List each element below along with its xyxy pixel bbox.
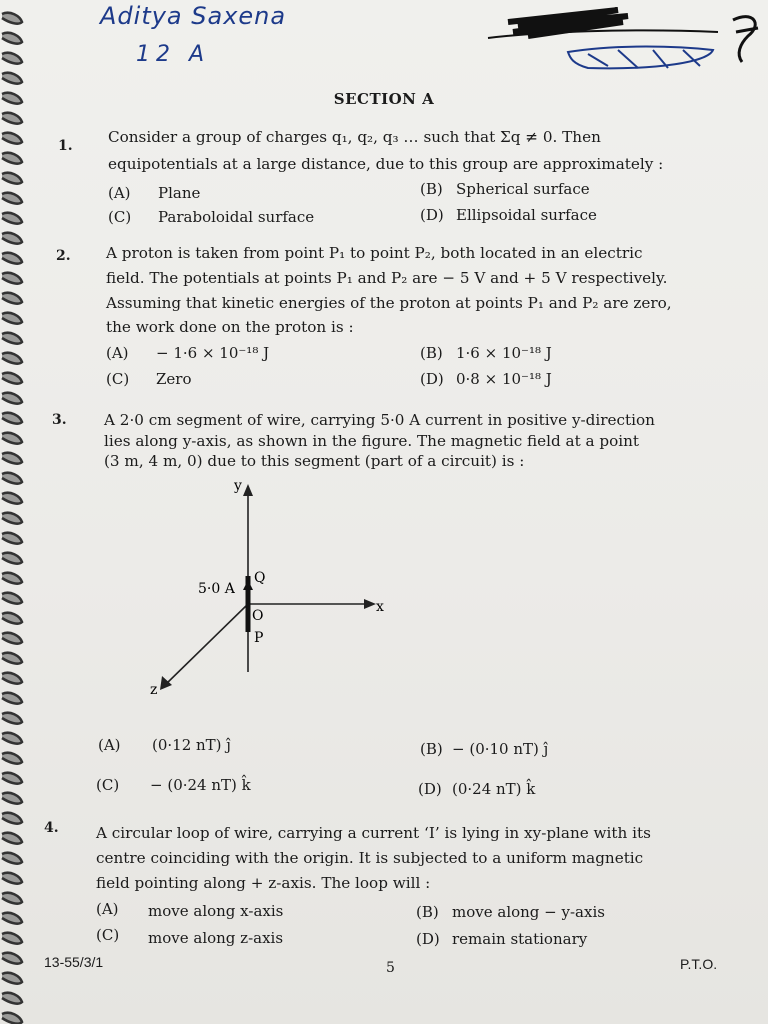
spiral-ring [2,193,22,204]
spiral-ring [2,893,22,904]
spiral-ring [2,273,22,284]
spiral-ring [2,993,22,1004]
question-number: 4. [44,820,59,836]
spiral-ring [2,513,22,524]
question-number: 2. [56,248,71,264]
option-label: (D) [420,370,444,388]
spiral-ring [2,593,22,604]
question-text-line: (3 m, 4 m, 0) due to this segment (part of a circuit) is : [104,452,525,470]
spiral-ring [2,13,22,24]
spiral-ring [2,933,22,944]
option-text: move along x-axis [148,902,284,920]
option-text: move along − y-axis [452,903,605,921]
option-label: (D) [416,930,440,948]
option-label: (A) [108,184,131,202]
option-label: (D) [420,206,444,224]
spiral-ring [2,113,22,124]
spiral-binding [0,0,30,1024]
spiral-ring [2,553,22,564]
pto-label: P.T.O. [680,956,718,972]
option-text: (0·24 nT) k̂ [452,780,536,798]
spiral-ring [2,673,22,684]
x-axis-label: x [376,599,384,615]
spiral-ring [2,213,22,224]
spiral-ring [2,773,22,784]
spiral-ring [2,153,22,164]
option-label: (C) [106,370,130,388]
axes-figure [140,472,400,702]
question-text-line: centre coinciding with the origin. It is subjected to a uniform magnetic [96,849,644,867]
question-text-line: equipotentials at a large distance, due to this group are approximately : [108,155,664,173]
paper-code: 13-55/3/1 [44,954,104,970]
spiral-ring [2,233,22,244]
spiral-ring [2,873,22,884]
question-text-line: field. The potentials at points P₁ and P₂ are − 5 V and + 5 V respectively. [106,269,668,287]
spiral-ring [2,633,22,644]
option-text: Ellipsoidal surface [456,206,597,224]
spiral-ring [2,413,22,424]
option-text: − 1·6 × 10⁻¹⁸ J [156,344,270,362]
origin-label: O [252,608,264,624]
option-label: (C) [96,776,120,794]
question-text-line: A circular loop of wire, carrying a current ‘I’ is lying in xy-plane with its [96,824,651,842]
option-label: (A) [106,344,129,362]
spiral-ring [2,973,22,984]
option-label: (A) [96,900,119,918]
z-axis-label: z [150,682,158,698]
spiral-ring [2,613,22,624]
option-label: (B) [420,344,443,362]
spiral-ring [2,913,22,924]
spiral-ring [2,473,22,484]
y-axis-arrowhead [243,484,253,496]
handwritten-class: 12 A [136,42,211,67]
option-text: Plane [158,184,201,202]
spiral-ring [2,793,22,804]
question-text-line: the work done on the proton is : [106,318,354,336]
spiral-ring [2,453,22,464]
question-text-line: lies along y-axis, as shown in the figure. The magnetic field at a point [104,432,640,450]
option-label: (A) [98,736,121,754]
spiral-ring [2,953,22,964]
spiral-ring [2,853,22,864]
option-text: Spherical surface [456,180,590,198]
spiral-ring [2,533,22,544]
option-text: Paraboloidal surface [158,208,315,226]
option-label: (D) [418,780,442,798]
spiral-ring [2,833,22,844]
spiral-ring [2,653,22,664]
option-label: (B) [420,740,443,758]
question-text-line: A proton is taken from point P₁ to point P₂, both located in an electric [106,244,643,262]
option-label: (B) [416,903,439,921]
spiral-ring [2,253,22,264]
spiral-ring [2,353,22,364]
option-text: remain stationary [452,930,588,948]
question-text-line: Assuming that kinetic energies of the proton at points P₁ and P₂ are zero, [106,294,672,312]
spiral-ring [2,813,22,824]
spiral-ring [2,53,22,64]
current-label: 5·0 A [198,581,235,597]
question-text-line: Consider a group of charges q₁, q₂, q₃ … such that Σq ≠ 0. Then [108,128,601,146]
spiral-ring [2,173,22,184]
point-q-label: Q [254,570,266,586]
question-text-line: field pointing along + z-axis. The loop will : [96,874,431,892]
handwritten-name: Aditya Saxena [100,2,287,30]
y-axis-label: y [234,478,242,494]
spiral-ring [2,433,22,444]
spiral-ring [2,733,22,744]
option-text: 0·8 × 10⁻¹⁸ J [456,370,552,388]
option-text: − (0·10 nT) ĵ [452,740,549,758]
spiral-ring [2,753,22,764]
option-label: (B) [420,180,443,198]
scribbled-out-text [478,2,768,76]
x-axis-arrowhead [364,599,376,609]
spiral-ring [2,293,22,304]
spiral-ring [2,693,22,704]
spiral-ring [2,573,22,584]
option-label: (C) [96,926,120,944]
spiral-ring [2,333,22,344]
option-text: (0·12 nT) ĵ [152,736,231,754]
page-number: 5 [386,960,395,976]
spiral-ring [2,133,22,144]
question-number: 1. [58,138,73,154]
spiral-ring [2,393,22,404]
question-text-line: A 2·0 cm segment of wire, carrying 5·0 A current in positive y-direction [104,411,655,429]
option-text: move along z-axis [148,929,284,947]
option-text: 1·6 × 10⁻¹⁸ J [456,344,552,362]
z-axis [164,604,248,686]
point-p-label: P [254,630,264,646]
spiral-ring [2,313,22,324]
spiral-ring [2,1013,22,1024]
option-text: Zero [156,370,192,388]
current-arrow [243,580,253,590]
section-title: SECTION A [333,90,435,108]
option-text: − (0·24 nT) k̂ [150,776,251,794]
spiral-ring [2,713,22,724]
z-axis-arrowhead [160,676,172,690]
spiral-ring [2,73,22,84]
question-number: 3. [52,412,67,428]
option-label: (C) [108,208,132,226]
spiral-ring [2,373,22,384]
spiral-ring [2,493,22,504]
spiral-ring [2,33,22,44]
